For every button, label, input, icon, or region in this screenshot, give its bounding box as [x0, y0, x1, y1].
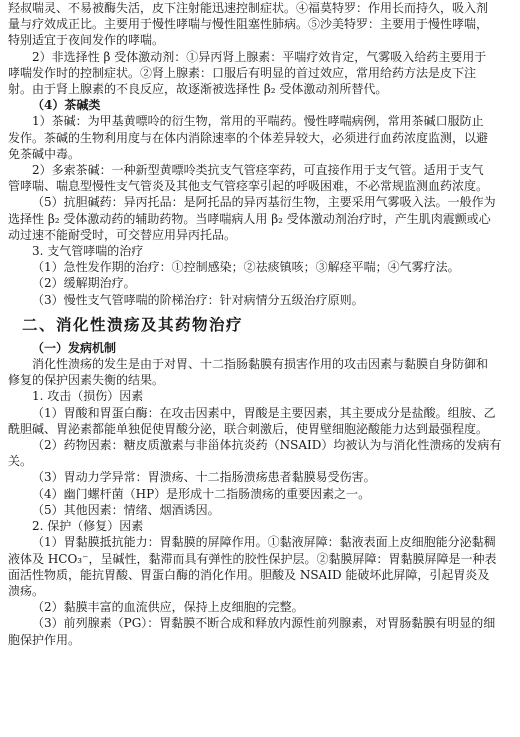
- text-line: （1）胃酸和胃蛋白酶：在攻击因素中，胃酸是主要因素，其主要成分是盐酸。组胺、乙: [32, 405, 496, 420]
- text-line: 射。由于肾上腺素的不良反应，故逐渐被选择性 β₂ 受体激动剂所替代。: [8, 82, 388, 97]
- text-line: 免茶碱中毒。: [8, 146, 81, 161]
- text-line: （3）前列腺素（PG）：胃黏膜不断合成和释放内源性前列腺素，对胃肠黏膜有明显的细: [32, 616, 496, 631]
- text-line: 胞保护作用。: [8, 632, 81, 647]
- text-line: 哮喘发作时的控制症状。②肾上腺素：口服后有明显的首过效应，常用给药方法是皮下注: [8, 65, 477, 80]
- chapter-heading: 二、消化性溃疡及其药物治疗: [22, 314, 244, 334]
- section-heading: 2. 保护（修复）因素: [32, 519, 144, 534]
- section-heading: （一）发病机制: [32, 340, 117, 355]
- text-line: 2）非选择性 β 受体激动剂：①异丙肾上腺素：平喘疗效肯定，气雾吸入给药主要用于: [32, 49, 487, 64]
- text-line: （5）其他因素：情绪、烟酒诱因。: [32, 502, 220, 517]
- text-line: 特别适宜于夜间发作的哮喘。: [8, 33, 165, 48]
- text-line: （2）黏膜丰富的血流供应，保持上皮细胞的完整。: [32, 600, 304, 615]
- section-heading: 1. 攻击（损伤）因素: [32, 389, 144, 404]
- text-line: 溃疡。: [8, 583, 45, 598]
- text-line: 量与疗效成正比。主要用于慢性哮喘与慢性阻塞性肺病。⑤沙美特罗：主要用于慢性哮喘，: [8, 17, 489, 32]
- text-line: 液体及 HCO₃⁻，呈碱性，黏滞而具有弹性的胶性保护层。②黏膜屏障：胃黏膜屏障是一种表: [8, 551, 497, 566]
- text-line: 酰胆碱、胃泌素都能单独促使胃酸分泌，联合刺激后，使胃壁细胞泌酸能力达到最强程度。: [8, 421, 489, 436]
- text-line: 管哮喘、喘息型慢性支气管炎及其他支气管痉挛引起的呼吸困难，不必常规监测血药浓度。: [8, 179, 489, 194]
- text-line: 1）茶碱：为甲基黄嘌呤的衍生物，常用的平喘药。慢性哮喘病例，常用茶碱口服防止: [32, 114, 484, 129]
- text-line: （3）慢性支气管哮喘的阶梯治疗：针对病情分五级治疗原则。: [32, 292, 364, 307]
- text-line: 羟叔喘灵、不易被酶失活，皮下注射能迅速控制症状。④福莫特罗：作用长而持久，吸入剂: [8, 1, 489, 15]
- text-line: 选择性 β₂ 受体激动药的辅助药物。当哮喘病人用 β₂ 受体激动剂治疗时，产生肌肉震颤或心: [8, 211, 491, 226]
- text-line: （3）胃动力学异常：胃溃疡、十二指肠溃疡患者黏膜易受伤害。: [32, 470, 376, 485]
- text-line: （1）急性发作期的治疗：①控制感染；②祛痰镇咳；③解痉平喘；④气雾疗法。: [32, 260, 460, 275]
- text-line: （2）缓解期治疗。: [32, 276, 136, 291]
- text-line: （5）抗胆碱药：异丙托品：是阿托品的异丙基衍生物，主要采用气雾吸入法。一般作为: [32, 195, 496, 210]
- text-line: （2）药物因素：糖皮质激素与非甾体抗炎药（NSAID）均被认为与消化性溃疡的发病有: [32, 438, 502, 453]
- text-line: 2）多索茶碱：一种新型黄嘌呤类抗支气管痉挛药，可直接作用于支气管。适用于支气: [32, 163, 484, 178]
- text-line: 关。: [8, 454, 33, 469]
- text-line: （4）幽门螺杆菌（HP）是形成十二指肠溃疡的重要因素之一。: [32, 486, 371, 501]
- text-line: 发作。茶碱的生物利用度与在体内消除速率的个体差异较大，必须进行血药浓度监测，以避: [8, 130, 489, 145]
- text-line: （1）胃黏膜抵抗能力：胃黏膜的屏障作用。①黏液屏障：黏液表面上皮细胞能分泌黏稠: [32, 535, 496, 550]
- text-line: 动过速不能耐受时，可交替应用异丙托品。: [8, 227, 237, 242]
- text-line: 面活性物质，能抗胃酸、胃蛋白酶的消化作用。胆酸及 NSAID 能破坏此屏障，引起胃炎及: [8, 567, 490, 582]
- section-heading: 3. 支气管哮喘的治疗: [32, 244, 144, 259]
- text-line: 消化性溃疡的发生是由于对胃、十二指肠黏膜有损害作用的攻击因素与黏膜自身防御和: [32, 357, 489, 372]
- text-line: 修复的保护因素失衡的结果。: [8, 373, 165, 388]
- section-heading: （4）茶碱类: [32, 98, 101, 113]
